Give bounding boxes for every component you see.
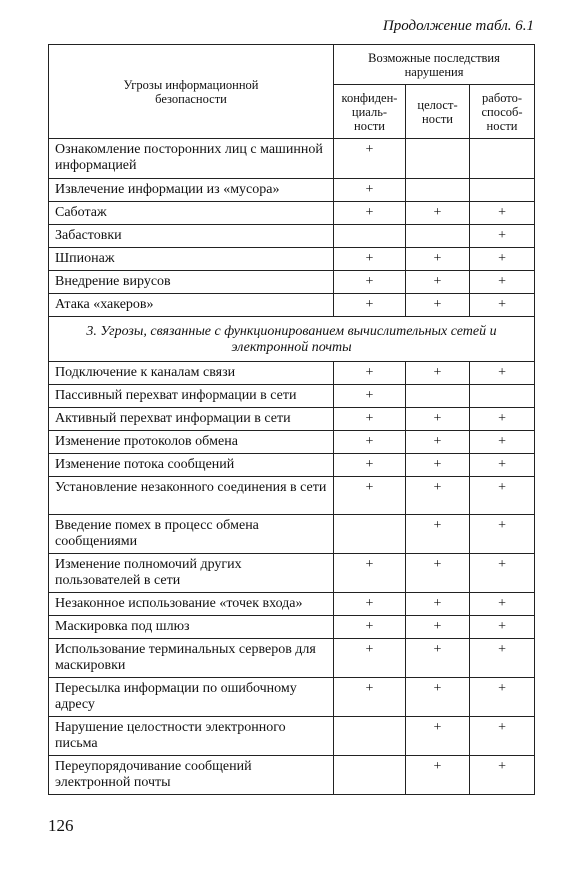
availability-cell (470, 139, 535, 179)
availability-cell: + (470, 678, 535, 717)
integrity-cell (406, 385, 470, 408)
confidentiality-cell (334, 756, 406, 795)
table-row (49, 294, 535, 317)
table-row (49, 477, 535, 515)
threat-cell: Шпионаж (49, 248, 334, 271)
table-row (49, 678, 535, 717)
header-confidentiality: конфиден-циаль-ности (334, 85, 406, 139)
availability-cell: + (470, 408, 535, 431)
threat-cell: Маскировка под шлюз (49, 616, 334, 639)
table-caption: Продолжение табл. 6.1 (382, 18, 534, 34)
confidentiality-cell: + (334, 593, 406, 616)
threats-table (48, 44, 535, 795)
availability-cell: + (470, 477, 535, 515)
header-consequences: Возможные последствия нарушения (334, 45, 535, 85)
availability-cell: + (470, 639, 535, 678)
confidentiality-cell: + (334, 362, 406, 385)
threat-cell: Переупорядочивание сообщений электронной почты (49, 756, 334, 795)
integrity-cell: + (406, 248, 470, 271)
integrity-cell: + (406, 717, 470, 756)
confidentiality-cell: + (334, 408, 406, 431)
table-row (49, 179, 535, 202)
confidentiality-cell: + (334, 179, 406, 202)
confidentiality-cell: + (334, 139, 406, 179)
availability-cell (470, 385, 535, 408)
integrity-cell: + (406, 554, 470, 593)
section-row (49, 317, 535, 362)
integrity-cell: + (406, 294, 470, 317)
confidentiality-cell: + (334, 202, 406, 225)
confidentiality-cell (334, 717, 406, 756)
availability-cell: + (470, 554, 535, 593)
table-row (49, 454, 535, 477)
availability-cell: + (470, 593, 535, 616)
availability-cell: + (470, 431, 535, 454)
header-threats: Угрозы информационной безопасности (49, 45, 334, 139)
integrity-cell: + (406, 431, 470, 454)
threat-cell: Извлечение информации из «мусора» (49, 179, 334, 202)
threat-cell: Изменение протоколов обмена (49, 431, 334, 454)
integrity-cell: + (406, 678, 470, 717)
integrity-cell: + (406, 616, 470, 639)
table-row (49, 756, 535, 795)
table-row (49, 554, 535, 593)
table-row (49, 593, 535, 616)
confidentiality-cell: + (334, 248, 406, 271)
threat-cell: Забастовки (49, 225, 334, 248)
threat-cell: Изменение потока сообщений (49, 454, 334, 477)
confidentiality-cell: + (334, 477, 406, 515)
integrity-cell (406, 139, 470, 179)
page-number: 126 (48, 816, 74, 835)
table-row (49, 362, 535, 385)
table-row (49, 408, 535, 431)
availability-cell: + (470, 225, 535, 248)
availability-cell: + (470, 454, 535, 477)
integrity-cell: + (406, 362, 470, 385)
integrity-cell: + (406, 271, 470, 294)
table-row (49, 225, 535, 248)
confidentiality-cell: + (334, 554, 406, 593)
threat-cell: Использование терминальных серверов для маскировки (49, 639, 334, 678)
header-availability: работо-способ-ности (470, 85, 535, 139)
availability-cell: + (470, 717, 535, 756)
availability-cell: + (470, 248, 535, 271)
threat-cell: Подключение к каналам связи (49, 362, 334, 385)
threat-cell: Атака «хакеров» (49, 294, 334, 317)
availability-cell (470, 179, 535, 202)
table-row (49, 616, 535, 639)
table-row (49, 248, 535, 271)
confidentiality-cell: + (334, 639, 406, 678)
confidentiality-cell: + (334, 678, 406, 717)
table-row (49, 515, 535, 554)
table-row (49, 639, 535, 678)
threat-cell: Активный перехват информации в сети (49, 408, 334, 431)
availability-cell: + (470, 362, 535, 385)
threat-cell: Ознакомление посторонних лиц с машинной информацией (49, 139, 334, 179)
confidentiality-cell: + (334, 431, 406, 454)
confidentiality-cell (334, 225, 406, 248)
threat-cell: Установление незаконного соединения в сети (49, 477, 334, 515)
integrity-cell: + (406, 477, 470, 515)
table-row (49, 385, 535, 408)
availability-cell: + (470, 756, 535, 795)
integrity-cell: + (406, 515, 470, 554)
integrity-cell: + (406, 639, 470, 678)
availability-cell: + (470, 271, 535, 294)
availability-cell: + (470, 616, 535, 639)
threat-cell: Незаконное использование «точек входа» (49, 593, 334, 616)
section-3-title: 3. Угрозы, связанные с функционированием вычислительных сетей и электронной почты (49, 317, 535, 362)
threat-cell: Нарушение целостности электронного письма (49, 717, 334, 756)
integrity-cell: + (406, 202, 470, 225)
confidentiality-cell (334, 515, 406, 554)
confidentiality-cell: + (334, 294, 406, 317)
threat-cell: Внедрение вирусов (49, 271, 334, 294)
header-integrity: целост-ности (406, 85, 470, 139)
table-row (49, 271, 535, 294)
integrity-cell: + (406, 408, 470, 431)
threat-cell: Введение помех в процесс обмена сообщениями (49, 515, 334, 554)
table-row (49, 139, 535, 179)
threat-cell: Саботаж (49, 202, 334, 225)
threat-cell: Изменение полномочий других пользователей в сети (49, 554, 334, 593)
availability-cell: + (470, 515, 535, 554)
availability-cell: + (470, 202, 535, 225)
integrity-cell (406, 179, 470, 202)
integrity-cell: + (406, 454, 470, 477)
integrity-cell (406, 225, 470, 248)
table-row (49, 202, 535, 225)
threat-cell: Пересылка информации по ошибочному адресу (49, 678, 334, 717)
table-row (49, 717, 535, 756)
table-row (49, 431, 535, 454)
confidentiality-cell: + (334, 385, 406, 408)
availability-cell: + (470, 294, 535, 317)
integrity-cell: + (406, 756, 470, 795)
confidentiality-cell: + (334, 271, 406, 294)
confidentiality-cell: + (334, 616, 406, 639)
confidentiality-cell: + (334, 454, 406, 477)
integrity-cell: + (406, 593, 470, 616)
threat-cell: Пассивный перехват информации в сети (49, 385, 334, 408)
